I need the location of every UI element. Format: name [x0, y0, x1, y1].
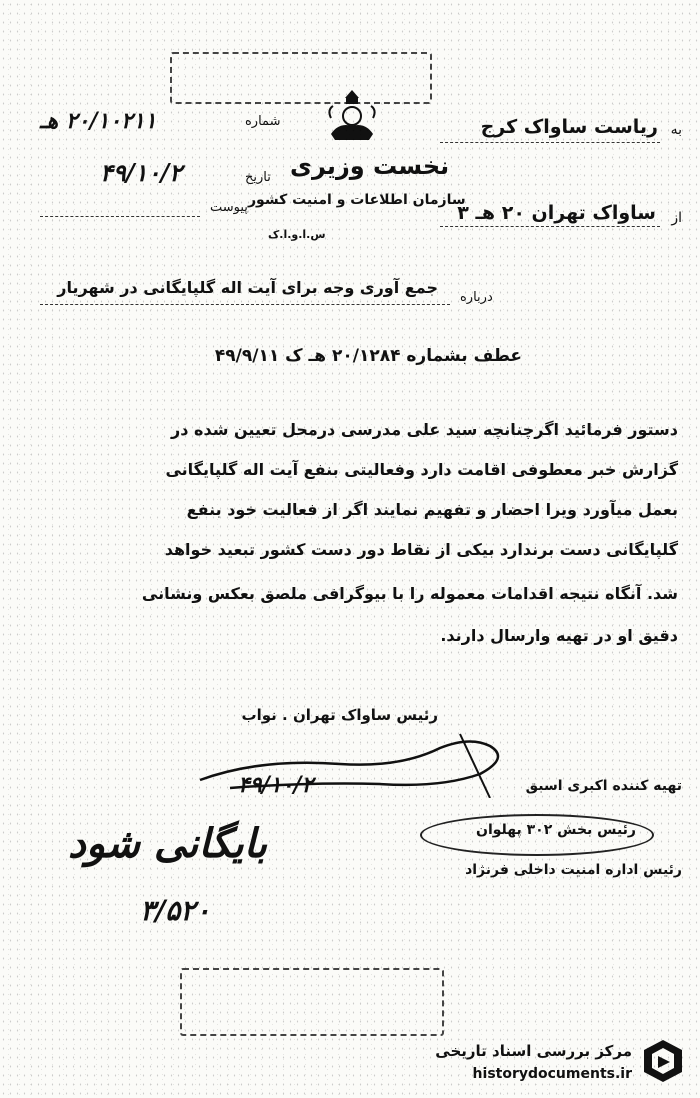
from-prefix: از [671, 210, 682, 226]
handwritten-date: ۴۹/۱۰/۲ [238, 772, 314, 798]
body-line-3: بعمل میآورد ویرا احضار و تفهیم نمایند اگر از فعالیت خود بنفع [186, 500, 678, 519]
reference-line: عطف بشماره ۲۰/۱۲۸۴ هـ ک ۴۹/۹/۱۱ [214, 346, 522, 366]
date-label: تاریخ [245, 170, 271, 185]
dept-chief-line: رئیس اداره امنیت داخلی فرنژاد [465, 862, 682, 878]
body-line-2: گزارش خبر معطوفی اقامت دارد وفعالیتی بنفع آیت اله گلپایگانی [165, 460, 678, 479]
to-value: ریاست ساواک کرج [480, 116, 658, 138]
prepared-by-line: تهیه کننده اکبری اسبق [525, 778, 682, 794]
attachment-underline [40, 216, 200, 217]
body-line-6: دقیق او در تهیه وارسال دارند. [440, 626, 678, 645]
body-line-4: گلپایگانی دست برندارد بیکی از نقاط دور دست کشور تبعید خواهد [164, 540, 678, 559]
subject-underline [40, 304, 450, 305]
date-value: ۴۹/۱۰/۲ [100, 158, 182, 187]
org-code: س.ا.و.ا.ک [268, 228, 326, 241]
archive-annotation: بایگانی شود [68, 820, 268, 867]
section-chief-line: رئیس بخش ۳۰۲ پهلوان [476, 822, 636, 838]
watermark-name: مرکز بررسی اسناد تاریخی [435, 1042, 632, 1060]
org-line1: نخست وزیری [290, 152, 450, 180]
subject-label: درباره [460, 290, 493, 305]
chief-signature-line: رئیس ساواک تهران . نواب [241, 706, 438, 724]
to-underline [440, 142, 660, 143]
bottom-stamp-box [180, 968, 444, 1036]
watermark-url: historydocuments.ir [472, 1066, 632, 1082]
lion-and-sun-emblem-icon [325, 88, 379, 144]
top-stamp-box [170, 52, 432, 104]
to-prefix: به [670, 122, 682, 138]
body-line-5: شد. آنگاه نتیجه اقدامات معموله را با بیوگرافی ملصق بعکس ونشانی [141, 584, 678, 603]
number-value: ۲۰/۱۰۲۱۱ هـ [40, 108, 157, 134]
subject-value: جمع آوری وجه برای آیت اله گلپایگانی در شهریار [57, 278, 438, 297]
org-line2: سازمان اطلاعات و امنیت کشور [248, 192, 466, 208]
watermark-logo-icon [640, 1036, 686, 1086]
from-value: ساواک تهران ۲۰ هـ ۳ [457, 202, 656, 224]
body-line-1: دستور فرمائید اگرچنانچه سید علی مدرسی درمحل تعیین شده در [171, 420, 678, 439]
from-underline [440, 226, 660, 227]
attachment-label: پیوست [210, 200, 248, 215]
number-label: شماره [245, 114, 281, 129]
archive-number: ۳/۵۲۰ [140, 894, 211, 927]
